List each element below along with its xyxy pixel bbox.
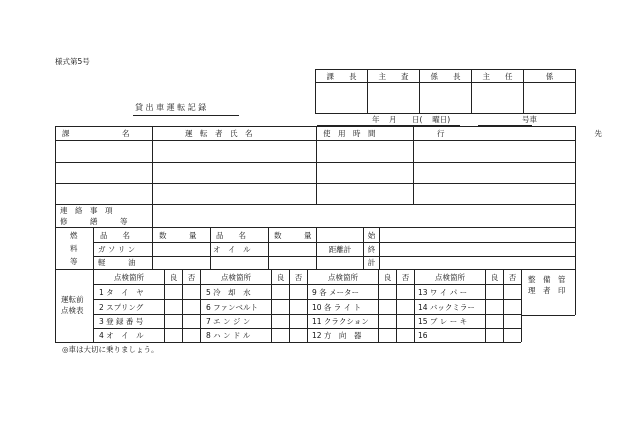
inspection-item-registration: 3 登 録 番 号 bbox=[99, 317, 144, 326]
inspection-header-good-4: 良 bbox=[490, 272, 499, 282]
inspection-item-16: 16 bbox=[418, 331, 428, 340]
form-title: 貸 出 車 運 転 記 録 bbox=[135, 103, 207, 112]
form-code: 様式第5号 bbox=[55, 57, 90, 66]
fuel-label-3: 等 bbox=[70, 257, 78, 266]
header-usage-time: 使 用 時 間 bbox=[323, 129, 376, 138]
fuel-item-diesel: 軽 油 bbox=[98, 258, 136, 267]
inspection-item-wipers: 13 ワ イ パ ー bbox=[418, 287, 468, 297]
inspection-item-turn-signal: 12 方 向 器 bbox=[312, 331, 362, 340]
inspection-item-horn: 11 クラクション bbox=[312, 317, 369, 326]
inspection-item-brakes: 15 ブ レ ー キ bbox=[418, 317, 468, 326]
inspection-header-point-1: 点検箇所 bbox=[114, 272, 144, 282]
fuel-header-qty-2: 数 量 bbox=[274, 230, 312, 240]
inspection-item-engine: 7 エ ン ジ ン bbox=[206, 317, 251, 326]
approval-senior-staff: 主 任 bbox=[482, 71, 513, 81]
fuel-item-gasoline: ガ ソ リ ン bbox=[98, 244, 136, 254]
repair-label: 修 繕 等 bbox=[60, 217, 128, 226]
fuel-header-item-2: 品 名 bbox=[216, 230, 246, 240]
approval-chief-inspector: 主 査 bbox=[378, 71, 409, 81]
inspection-header-good-1: 良 bbox=[169, 272, 178, 282]
month-label: 月 bbox=[389, 115, 397, 124]
fuel-header-item-1: 品 名 bbox=[100, 230, 130, 240]
year-label: 年 bbox=[372, 115, 380, 124]
inspection-header-bad-1: 否 bbox=[187, 272, 196, 282]
odometer-end: 終 bbox=[367, 244, 376, 254]
header-driver-name: 運 転 者 氏 名 bbox=[185, 129, 253, 138]
day-weekday-label: 日( 曜日) bbox=[412, 115, 451, 124]
maintenance-seal-label-2: 理 者 印 bbox=[528, 286, 566, 295]
header-destination: 行 先 bbox=[437, 129, 602, 138]
inspection-header-good-2: 良 bbox=[276, 272, 285, 282]
inspection-header-bad-2: 否 bbox=[294, 272, 303, 282]
inspection-item-tires: 1 タ イ ヤ bbox=[99, 287, 144, 297]
inspection-item-steering: 8 ハ ン ド ル bbox=[206, 331, 251, 340]
inspection-header-point-2: 点検箇所 bbox=[221, 272, 251, 282]
inspection-item-mirrors: 14 バックミラー bbox=[418, 302, 475, 312]
odometer-label: 距離計 bbox=[328, 244, 352, 254]
odometer-total: 計 bbox=[367, 258, 376, 267]
fuel-item-oil: オ イ ル bbox=[213, 244, 251, 254]
odometer-start: 始 bbox=[367, 230, 376, 240]
fuel-label-1: 燃 bbox=[70, 231, 78, 240]
inspection-header-bad-4: 否 bbox=[508, 272, 517, 282]
inspection-item-meters: 9 各 メーター bbox=[312, 287, 360, 297]
inspection-header-point-4: 点検箇所 bbox=[435, 272, 465, 282]
inspection-item-lights: 10 各 ラ イ ト bbox=[312, 302, 362, 312]
approval-section-chief: 課 長 bbox=[326, 71, 357, 81]
maintenance-seal-label-1: 整 備 管 bbox=[528, 275, 566, 284]
approval-staff: 係 bbox=[545, 71, 554, 81]
footnote: ◎車は大切に乗りましょう。 bbox=[62, 345, 159, 354]
fuel-label-2: 料 bbox=[70, 244, 78, 253]
inspection-header-point-3: 点検箇所 bbox=[328, 272, 358, 282]
inspection-item-fanbelt: 6 ファンベルト bbox=[206, 302, 259, 312]
inspection-header-bad-3: 否 bbox=[401, 272, 410, 282]
fuel-header-qty-1: 数 量 bbox=[159, 230, 197, 240]
inspection-label-1: 運転前 bbox=[61, 295, 84, 304]
contact-items-label: 連 絡 事 項 bbox=[60, 206, 113, 215]
inspection-item-springs: 2 スプリング bbox=[99, 302, 144, 312]
approval-subsection-chief: 係 長 bbox=[430, 71, 461, 81]
header-section-name: 課 名 bbox=[62, 129, 130, 138]
inspection-item-coolant: 5 冷 却 水 bbox=[206, 287, 251, 297]
car-number-label: 号車 bbox=[522, 115, 537, 124]
inspection-label-2: 点検表 bbox=[61, 306, 84, 315]
inspection-header-good-3: 良 bbox=[383, 272, 392, 282]
inspection-item-oil: 4 オ イ ル bbox=[99, 331, 144, 340]
